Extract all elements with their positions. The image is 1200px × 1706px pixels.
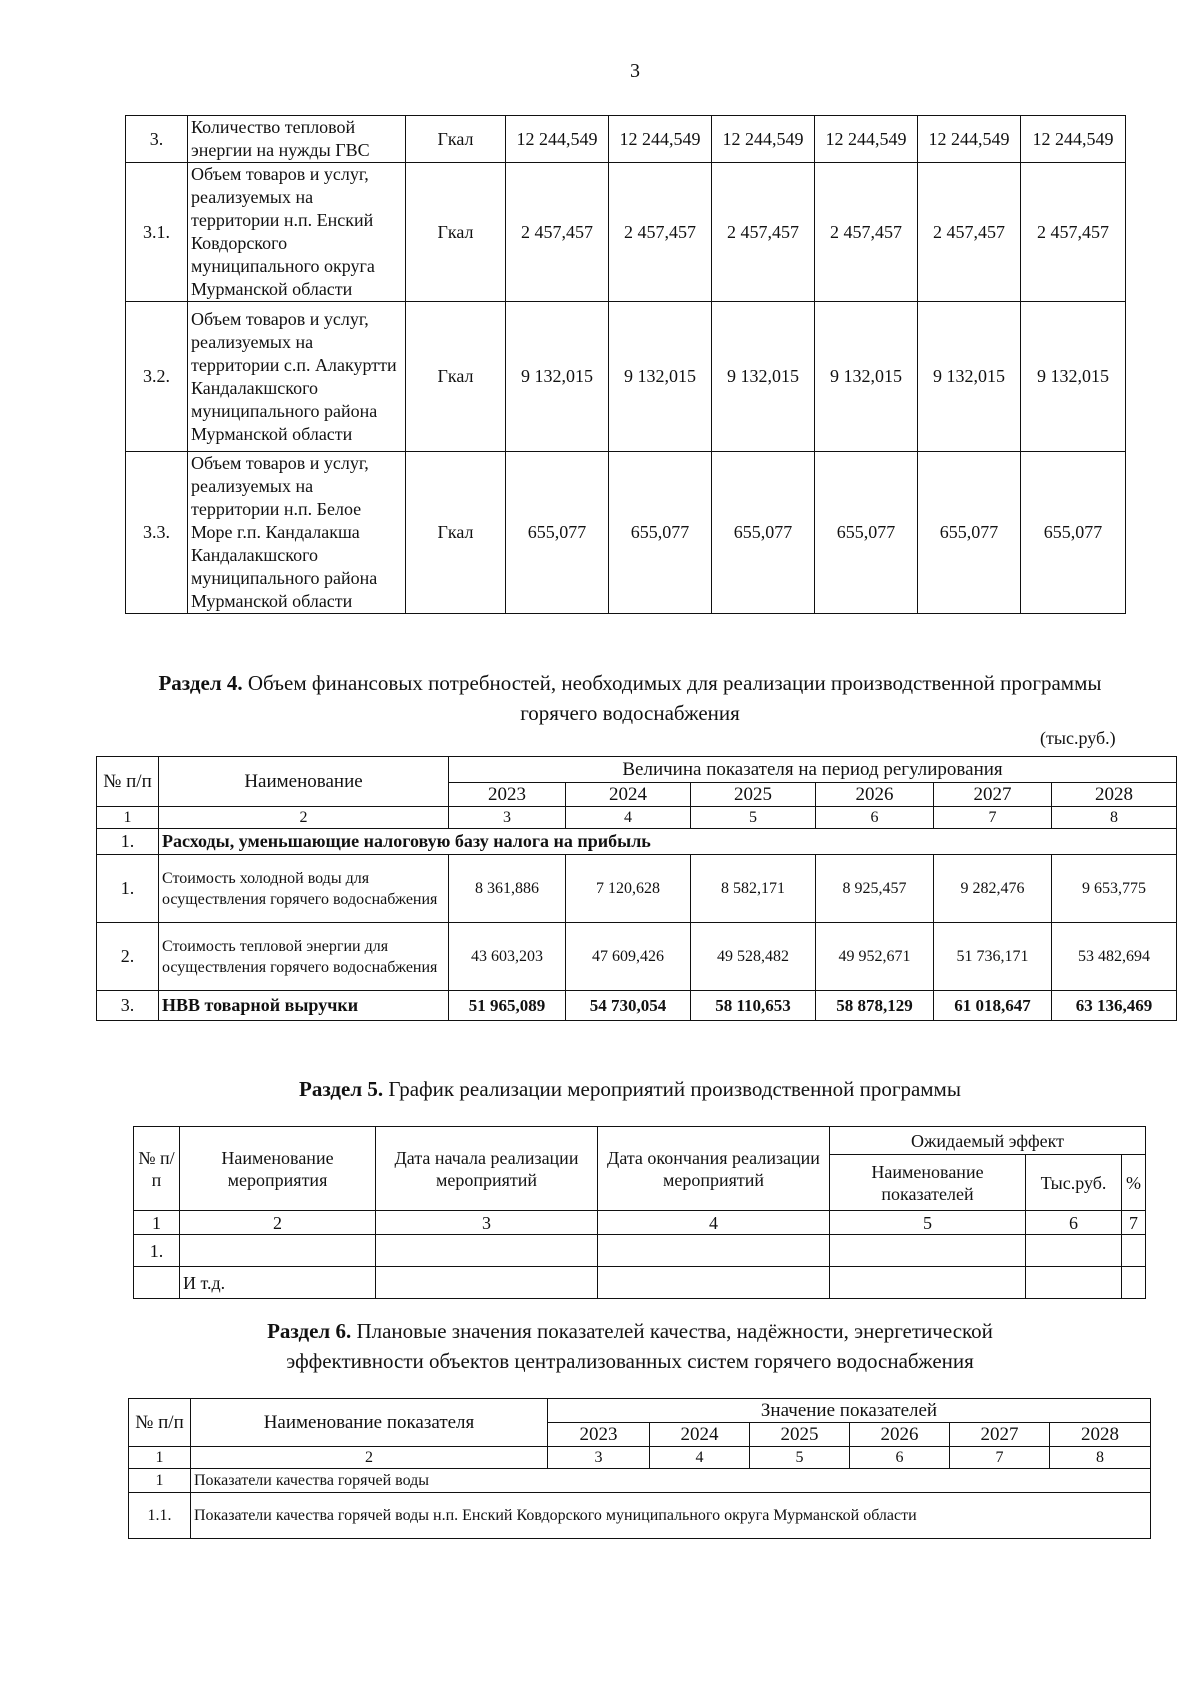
row-unit: Гкал [406,302,506,452]
row-name [180,1235,376,1267]
group-row-name: Расходы, уменьшающие налоговую базу налога на прибыль [159,829,1177,855]
empty-cell [1122,1235,1146,1267]
row-value: 49 952,671 [816,923,934,991]
row-value: 12 244,549 [815,116,918,163]
row-value: 12 244,549 [1021,116,1126,163]
row-value: 9 653,775 [1052,855,1177,923]
row-value: 655,077 [1021,452,1126,614]
empty-cell [598,1235,830,1267]
row-value: 47 609,426 [566,923,691,991]
empty-cell [598,1267,830,1299]
quality-indicators-table [128,1398,1151,1539]
s5-header-num: № п/п [134,1127,180,1211]
section6-title-text-1: Плановые значения показателей качества, надёжности, энергетической [356,1319,993,1343]
row-value: 2 457,457 [506,163,609,302]
column-index: 4 [566,807,691,829]
row-number: 2. [97,923,159,991]
schedule-table [133,1126,1146,1299]
total-row [97,991,1177,1021]
year-header: 2026 [816,783,934,807]
total-row-value: 58 110,653 [691,991,816,1021]
row-value: 655,077 [918,452,1021,614]
row-value: 8 361,886 [449,855,566,923]
column-index: 6 [816,807,934,829]
row-value: 8 582,171 [691,855,816,923]
year-header: 2025 [750,1423,850,1447]
column-index: 8 [1052,807,1177,829]
total-row-value: 58 878,129 [816,991,934,1021]
section5-title-text: График реализации мероприятий производственной программы [388,1077,961,1101]
table-row [134,1235,1146,1267]
row-number: 3. [126,116,188,163]
empty-cell [1026,1235,1122,1267]
header-period: Величина показателя на период регулирования [449,757,1177,783]
empty-cell [1026,1267,1122,1299]
column-index: 8 [1050,1447,1151,1469]
section4-title [120,668,1140,728]
row-value: 9 132,015 [506,302,609,452]
column-index: 7 [934,807,1052,829]
s5-header-rub: Тыс.руб. [1026,1155,1122,1211]
total-row-value: 61 018,647 [934,991,1052,1021]
column-index: 5 [830,1211,1026,1235]
row-number: 1. [97,855,159,923]
row-number: 1. [134,1235,180,1267]
row-value: 655,077 [712,452,815,614]
table-row [134,1267,1146,1299]
s6-header-values: Значение показателей [548,1399,1151,1423]
year-header: 2026 [850,1423,950,1447]
row-value: 9 132,015 [815,302,918,452]
row-value: 12 244,549 [609,116,712,163]
row-value: 2 457,457 [609,163,712,302]
column-index: 7 [1122,1211,1146,1235]
row-value: 2 457,457 [712,163,815,302]
table-row [126,452,1126,614]
row-name: Объем товаров и услуг, реализуемых на территории н.п. Енский Ковдорского муниципального округа Мурманской области [188,163,406,302]
section4-units: (тыс.руб.) [1040,728,1116,748]
column-index: 5 [750,1447,850,1469]
row-value: 9 132,015 [609,302,712,452]
s5-header-indicator: Наименование показателей [830,1155,1026,1211]
row-value: 53 482,694 [1052,923,1177,991]
s6-header-name: Наименование показателя [191,1399,548,1447]
row-value: 8 925,457 [816,855,934,923]
column-index: 1 [134,1211,180,1235]
s5-header-end: Дата окончания реализации мероприятий [598,1127,830,1211]
table-row [126,163,1126,302]
row-value: 2 457,457 [815,163,918,302]
table-row [126,116,1126,163]
row-name: Стоимость холодной воды для осуществления горячего водоснабжения [159,855,449,923]
row-name: Стоимость тепловой энергии для осуществления горячего водоснабжения [159,923,449,991]
year-header: 2027 [950,1423,1050,1447]
column-index: 6 [1026,1211,1122,1235]
column-index: 7 [950,1447,1050,1469]
section6-title-bold: Раздел 6. [267,1319,352,1343]
total-row-value: 54 730,054 [566,991,691,1021]
row-value: 7 120,628 [566,855,691,923]
column-index: 2 [191,1447,548,1469]
s5-header-effect: Ожидаемый эффект [830,1127,1146,1155]
column-index: 4 [650,1447,750,1469]
row-unit: Гкал [406,116,506,163]
section6-title-text-2: эффективности объектов централизованных систем горячего водоснабжения [286,1349,974,1373]
s6-header-num: № п/п [129,1399,191,1447]
row-value: 655,077 [609,452,712,614]
row-number: 3.1. [126,163,188,302]
column-index: 1 [129,1447,191,1469]
total-row-name: НВВ товарной выручки [159,991,449,1021]
section6-title [120,1316,1140,1376]
empty-cell [1122,1267,1146,1299]
row-name: Количество тепловой энергии на нужды ГВС [188,116,406,163]
year-header: 2028 [1050,1423,1151,1447]
row-value: 43 603,203 [449,923,566,991]
column-index: 3 [376,1211,598,1235]
s5-header-start: Дата начала реализации мероприятий [376,1127,598,1211]
s5-header-name: Наименование мероприятия [180,1127,376,1211]
year-header: 2023 [449,783,566,807]
row-unit: Гкал [406,163,506,302]
section4-title-text: Объем финансовых потребностей, необходимых для реализации производственной программы горячего водоснабжения [247,671,1102,725]
row-unit: Гкал [406,452,506,614]
row-name: Показатели качества горячей воды н.п. Енский Ковдорского муниципального округа Мурманской области [191,1493,1151,1539]
column-index: 2 [159,807,449,829]
empty-cell [376,1267,598,1299]
header-name: Наименование [159,757,449,807]
table-row [129,1493,1151,1539]
row-value: 2 457,457 [918,163,1021,302]
row-name: Объем товаров и услуг, реализуемых на территории н.п. Белое Море г.п. Кандалакша Кандалакшского муниципального района Мурманской области [188,452,406,614]
row-value: 9 132,015 [1021,302,1126,452]
total-row-value: 51 965,089 [449,991,566,1021]
column-index: 3 [548,1447,650,1469]
empty-cell [830,1235,1026,1267]
table-row [129,1469,1151,1493]
year-header: 2024 [650,1423,750,1447]
column-index: 6 [850,1447,950,1469]
table-row [97,923,1177,991]
row-value: 2 457,457 [1021,163,1126,302]
year-header: 2025 [691,783,816,807]
row-name: И т.д. [180,1267,376,1299]
row-number: 3.2. [126,302,188,452]
empty-cell [376,1235,598,1267]
year-header: 2028 [1052,783,1177,807]
year-header: 2024 [566,783,691,807]
column-index: 3 [449,807,566,829]
table-row [126,302,1126,452]
row-value: 12 244,549 [918,116,1021,163]
row-number: 3.3. [126,452,188,614]
row-number: 1 [129,1469,191,1493]
year-header: 2023 [548,1423,650,1447]
row-name: Объем товаров и услуг, реализуемых на территории с.п. Алакуртти Кандалакшского муниципального района Мурманской области [188,302,406,452]
section5-title-bold: Раздел 5. [299,1077,384,1101]
total-row-value: 63 136,469 [1052,991,1177,1021]
s5-header-pct: % [1122,1155,1146,1211]
column-index: 4 [598,1211,830,1235]
row-value: 12 244,549 [712,116,815,163]
year-header: 2027 [934,783,1052,807]
row-value: 9 132,015 [918,302,1021,452]
page-number: 3 [630,60,640,82]
table-row [97,855,1177,923]
row-value: 12 244,549 [506,116,609,163]
total-row-number: 3. [97,991,159,1021]
row-value: 51 736,171 [934,923,1052,991]
column-index: 2 [180,1211,376,1235]
header-num: № п/п [97,757,159,807]
empty-cell [830,1267,1026,1299]
row-value: 655,077 [506,452,609,614]
group-row-num: 1. [97,829,159,855]
row-number: 1.1. [129,1493,191,1539]
row-value: 9 282,476 [934,855,1052,923]
row-value: 655,077 [815,452,918,614]
heat-energy-table [125,115,1126,614]
row-number [134,1267,180,1299]
section5-title [120,1074,1140,1104]
row-name: Показатели качества горячей воды [191,1469,1151,1493]
section4-title-bold: Раздел 4. [158,671,243,695]
row-value: 9 132,015 [712,302,815,452]
column-index: 5 [691,807,816,829]
column-index: 1 [97,807,159,829]
financial-needs-table [96,756,1177,1021]
row-value: 49 528,482 [691,923,816,991]
